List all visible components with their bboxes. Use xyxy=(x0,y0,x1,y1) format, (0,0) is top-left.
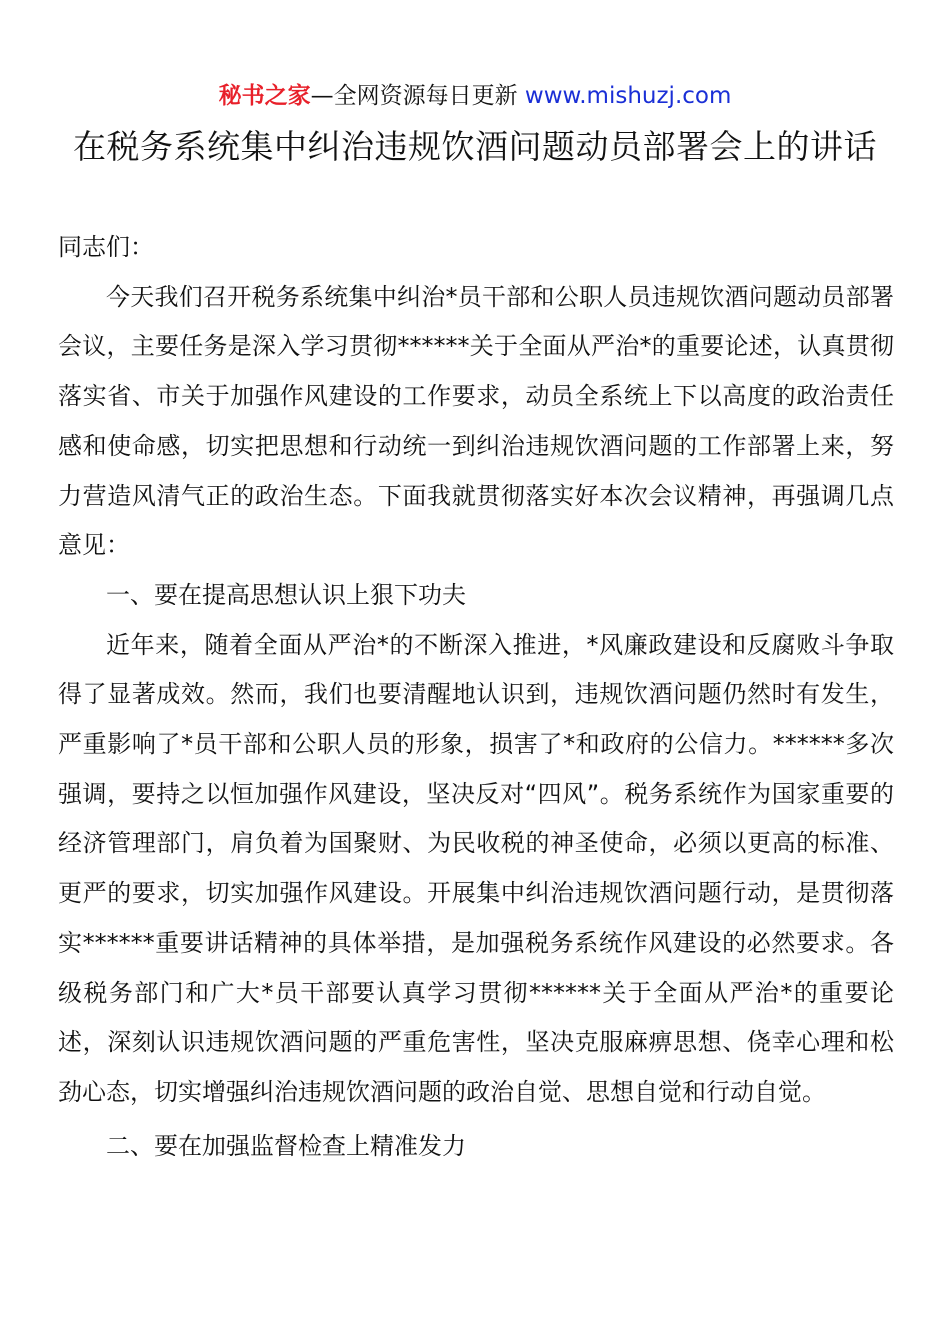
site-header xyxy=(0,80,950,112)
paragraph-section-1: 近年来，随着全面从严治*的不断深入推进，*风廉政建设和反腐败斗争取得了显著成效。然而，我们也要清醒地认识到，违规饮酒问题仍然时有发生，严重影响了*员干部和公职人员的形象，损害了*和政府的公信力。******多次强调，要持之以恒加强作风建设，坚决反对“四风”。税务系统作为国家重要的经济管理部门，肩负着为国聚财、为民收税的神圣使命，必须以更高的标准、更严的要求，切实加强作风建设。开展集中纠治违规饮酒问题行动，是贯彻落实******重要讲话精神的具体举措，是加强税务系统作风建设的必然要求。各级税务部门和广大*员干部要认真学习贯彻******关于全面从严治*的重要论述，深刻认识违规饮酒问题的严重危害性，坚决克服麻痹思想、侥幸心理和松劲心态，切实增强纠治违规饮酒问题的政治自觉、思想自觉和行动自觉。 xyxy=(58,630,894,1106)
site-tagline: —全网资源每日更新 xyxy=(310,83,518,109)
section-heading-1: 一、要在提高思想认识上狠下功夫 xyxy=(106,580,466,609)
site-url-link[interactable]: www.mishuzj.com xyxy=(524,83,732,109)
site-name: 秘书之家 xyxy=(218,83,311,109)
paragraph-intro: 今天我们召开税务系统集中纠治*员干部和公职人员违规饮酒问题动员部署会议，主要任务是深入学习贯彻******关于全面从严治*的重要论述，认真贯彻落实省、市关于加强作风建设的工作要求，动员全系统上下以高度的政治责任感和使命感，切实把思想和行动统一到纠治违规饮酒问题的工作部署上来，努力营造风清气正的政治生态。下面我就贯彻落实好本次会议精神，再强调几点意见： xyxy=(58,282,894,560)
document-title: 在税务系统集中纠治违规饮酒问题动员部署会上的讲话 xyxy=(73,127,877,166)
document-body xyxy=(58,223,894,1171)
salutation: 同志们： xyxy=(58,233,154,261)
section-heading-2: 二、要在加强监督检查上精准发力 xyxy=(106,1131,466,1160)
